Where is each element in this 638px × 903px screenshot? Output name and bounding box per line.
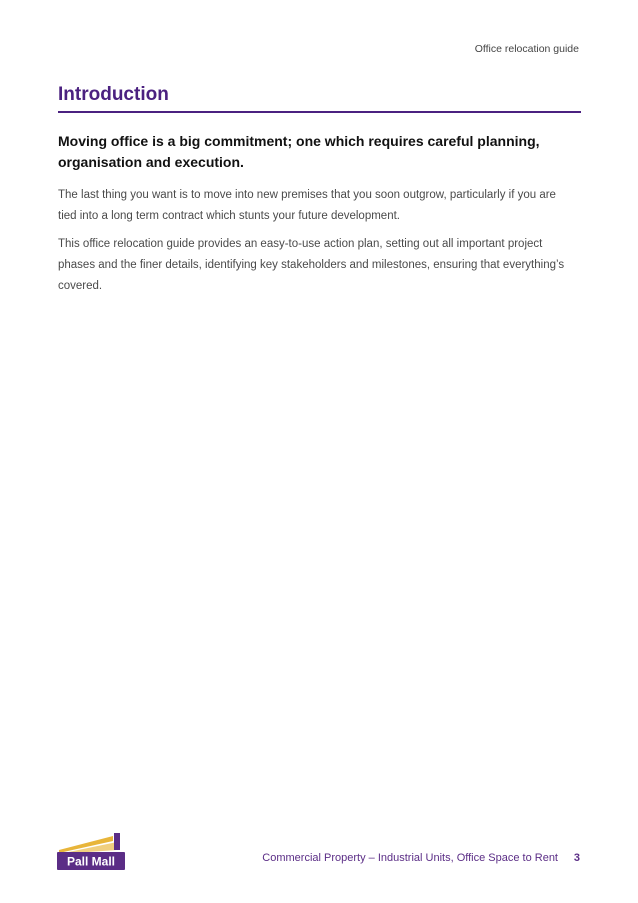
body-line: tied into a long term contract which stunts your future development. <box>58 210 400 222</box>
logo-wordmark: Pall Mall <box>66 854 116 869</box>
body-paragraph <box>58 234 583 297</box>
body-line: phases and the finer details, identifying key stakeholders and milestones, ensuring that everything’s <box>58 259 565 271</box>
lead-line: Moving office is a big commitment; one which requires careful planning, <box>58 133 540 149</box>
lead-paragraph <box>58 131 583 173</box>
body-line: covered. <box>58 280 103 292</box>
body-line: This office relocation guide provides an easy-to-use action plan, setting out all important project <box>58 238 543 250</box>
footer-tagline: Commercial Property – Industrial Units, Office Space to Rent <box>262 852 558 864</box>
page-number: 3 <box>573 852 580 864</box>
running-header: Office relocation guide <box>474 43 579 55</box>
page-title: Introduction <box>58 84 169 105</box>
pall-mall-logo <box>57 832 127 870</box>
title-divider <box>58 111 581 113</box>
body-line: The last thing you want is to move into new premises that you soon outgrow, particularly if you are <box>58 189 556 201</box>
body-paragraph <box>58 185 583 227</box>
lead-line: organisation and execution. <box>58 154 244 170</box>
